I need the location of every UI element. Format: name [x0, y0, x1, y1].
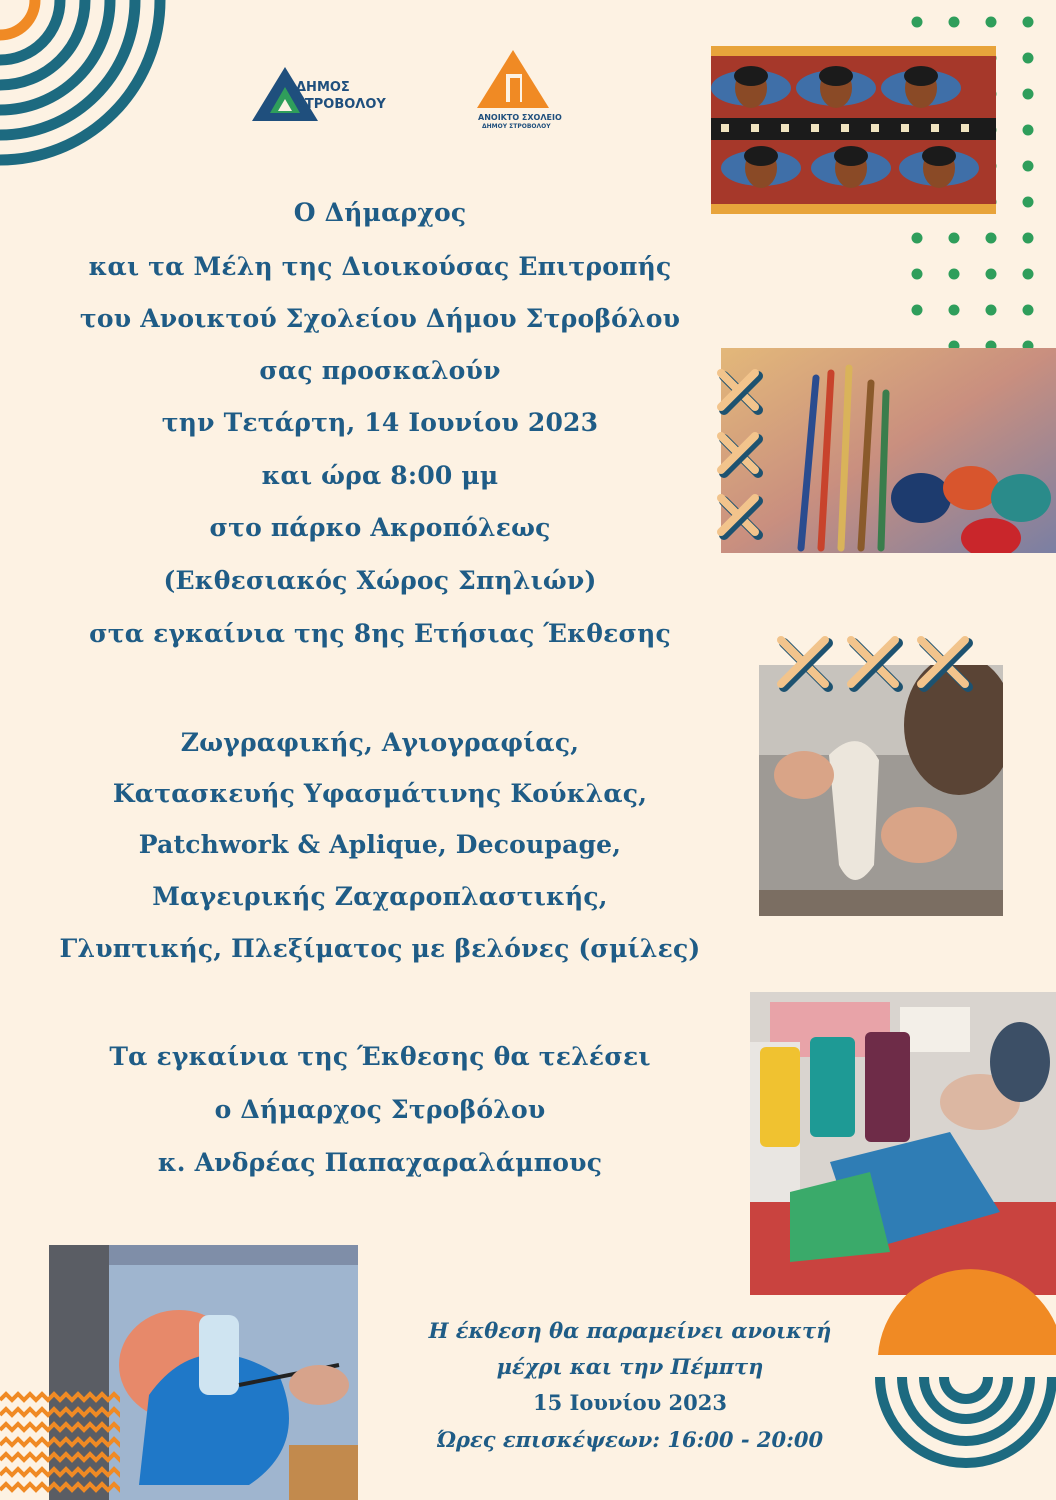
- footer-line-3: 15 Ιουνίου 2023: [532, 1390, 727, 1415]
- invitation-line-6: και ώρα 8:00 μμ: [261, 461, 499, 490]
- invitation-line-7: στο πάρκο Ακροπόλεως: [209, 513, 551, 542]
- sculpting-photo: [759, 665, 1003, 916]
- invitation-line-9: στα εγκαίνια της 8ης Ετήσιας Έκθεσης: [89, 619, 671, 648]
- invitation-line-4: σας προσκαλούν: [259, 356, 501, 385]
- invitation-line-1: Ο Δήμαρχος: [293, 198, 467, 227]
- x-marks-row-decoration: [768, 630, 988, 700]
- opening-line-2: ο Δήμαρχος Στροβόλου: [214, 1095, 546, 1124]
- dimos-logo-line2: ΣΤΡΟΒΟΛΟΥ: [296, 97, 386, 112]
- invitation-line-8: (Εκθεσιακός Χώρος Σπηλιών): [163, 566, 597, 595]
- footer-line-2: μέχρι και την Πέμπτη: [496, 1354, 764, 1379]
- invitation-line-3: του Ανοικτού Σχολείου Δήμου Στροβόλου: [79, 304, 681, 333]
- footer-line-4: Ώρες επισκέψεων: 16:00 - 20:00: [436, 1427, 824, 1452]
- footer-line-1: Η έκθεση θα παραμείνει ανοικτή: [428, 1318, 832, 1343]
- subjects-line-4: Μαγειρικής Ζαχαροπλαστικής,: [152, 882, 608, 911]
- dimos-logo-line1: ΔΗΜΟΣ: [296, 80, 350, 95]
- open-school-logo-line1: ΑΝΟΙΚΤΟ ΣΧΟΛΕΙΟ: [478, 113, 562, 122]
- invitation-line-2: και τα Μέλη της Διοικούσας Επιτροπής: [88, 252, 672, 281]
- opening-line-1: Τα εγκαίνια της Έκθεσης θα τελέσει: [109, 1042, 651, 1071]
- open-school-logo-line2: ΔΗΜΟΥ ΣΤΡΟΒΟΛΟΥ: [482, 123, 551, 130]
- subjects-line-1: Ζωγραφικής, Αγιογραφίας,: [180, 728, 580, 757]
- opening-line-3: κ. Ανδρέας Παπαχαραλάμπους: [157, 1148, 603, 1177]
- arcs-top-left-decoration: [0, 0, 200, 170]
- icon-painting-photo: [711, 46, 996, 214]
- subjects-line-3: Patchwork & Aplique, Decoupage,: [138, 830, 622, 859]
- subjects-line-2: Κατασκευής Υφασμάτινης Κούκλας,: [112, 779, 648, 808]
- subjects-line-5: Γλυπτικής, Πλεξίματος με βελόνες (σμίλες): [59, 934, 701, 963]
- open-school-logo-icon: [476, 48, 551, 110]
- arcs-bottom-right-decoration: [868, 1245, 1056, 1500]
- zigzag-decoration: [0, 1388, 120, 1500]
- invitation-line-5: την Τετάρτη, 14 Ιουνίου 2023: [161, 408, 599, 437]
